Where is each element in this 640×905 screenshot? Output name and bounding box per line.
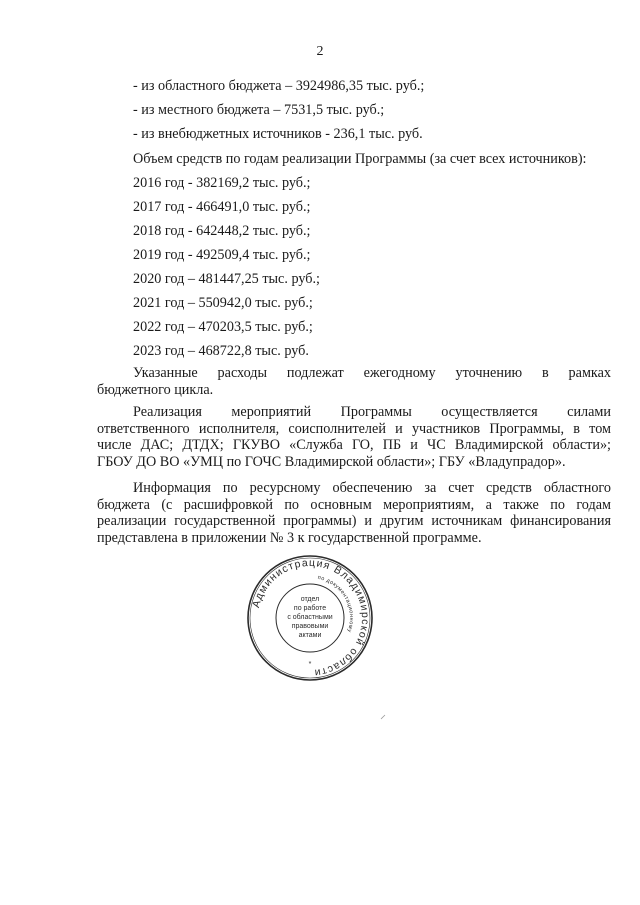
paragraph-row: ГБОУ ДО ВО «УМЦ по ГОЧС Владимирской области»; ГБУ «Владупрадор». — [97, 453, 566, 470]
stamp-star-icon: * — [308, 661, 312, 668]
paragraph-resource-info — [97, 480, 611, 546]
text-line-year-2016: 2016 год - 382169,2 тыс. руб.; — [133, 175, 311, 191]
paragraph-row: Информация по ресурсному обеспечению за счет средств областного — [133, 480, 611, 496]
stamp-outer-text: Администрация Владимирской области — [250, 556, 372, 679]
stamp-inner-text: по документационному — [317, 574, 355, 634]
text-line-extrabudgetary: - из внебюджетных источников - 236,1 тыс. руб. — [133, 126, 423, 142]
stamp-center-line: с областными — [287, 614, 333, 621]
official-stamp — [246, 554, 374, 682]
paragraph-row: реализации государственной программы) и другим источникам финансирования — [97, 513, 611, 529]
stamp-center-line: отдел — [300, 596, 320, 603]
paragraph-row: бюджетного цикла. — [97, 381, 214, 398]
text-line-regional-budget: - из областного бюджета – 3924986,35 тыс. руб.; — [133, 78, 425, 94]
paragraph-row: Реализация мероприятий Программы осуществляется силами — [133, 404, 611, 420]
page-number: 2 — [316, 44, 324, 59]
stamp-center-line: актами — [298, 632, 322, 639]
text-line-year-2022: 2022 год – 470203,5 тыс. руб.; — [133, 319, 313, 335]
stamp-center-line: правовыми — [291, 623, 329, 630]
scan-speck — [380, 714, 386, 720]
text-line-year-2020: 2020 год – 481447,25 тыс. руб.; — [133, 271, 320, 287]
paragraph-row: бюджета (с расшифровкой по основным мероприятиям, а также по годам — [97, 496, 611, 513]
paragraph-row: числе ДАС; ДТДХ; ГКУВО «Служба ГО, ПБ и ЧС Владимирской области»; — [97, 437, 611, 453]
paragraph-row: представлена в приложении № 3 к государственной программе. — [97, 529, 482, 546]
paragraph-expenses-note — [97, 365, 611, 398]
paragraph-row: Указанные расходы подлежат ежегодному уточнению в рамках — [133, 365, 611, 381]
text-line-funding-by-year-heading: Объем средств по годам реализации Программы (за счет всех источников): — [133, 151, 587, 167]
paragraph-implementation — [97, 404, 611, 470]
text-line-year-2021: 2021 год – 550942,0 тыс. руб.; — [133, 295, 313, 311]
text-line-local-budget: - из местного бюджета – 7531,5 тыс. руб.; — [133, 102, 385, 118]
text-line-year-2017: 2017 год - 466491,0 тыс. руб.; — [133, 199, 311, 215]
stamp-center-text — [287, 596, 332, 639]
text-line-year-2023: 2023 год – 468722,8 тыс. руб. — [133, 343, 309, 359]
paragraph-row: ответственного исполнителя, соисполнителей и участников Программы, в том — [97, 420, 611, 437]
text-line-year-2019: 2019 год - 492509,4 тыс. руб.; — [133, 247, 311, 263]
stamp-center-line: по работе — [293, 605, 327, 612]
text-line-year-2018: 2018 год - 642448,2 тыс. руб.; — [133, 223, 311, 239]
